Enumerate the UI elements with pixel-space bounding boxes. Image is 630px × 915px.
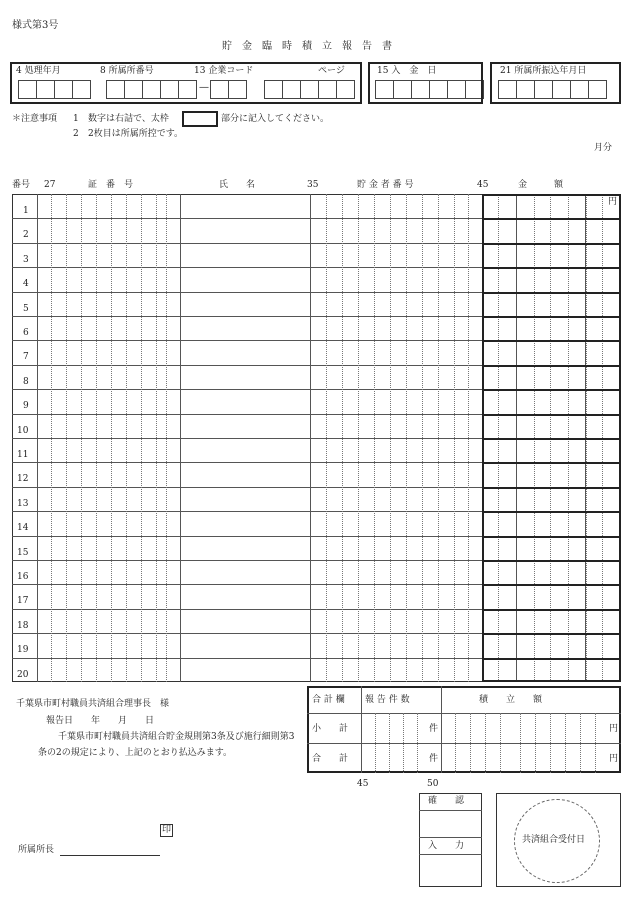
column-divider <box>310 194 311 682</box>
total-yen: 円 <box>609 754 619 764</box>
processing-ym-label: 4 処理年月 <box>16 66 61 76</box>
summary-col-50: 50 <box>427 779 439 789</box>
processing-ym-cell[interactable] <box>54 80 73 99</box>
row-number: 14 <box>17 523 29 534</box>
row-number: 3 <box>23 254 29 265</box>
count-digit-guide <box>403 713 404 773</box>
total-column-label: 合 計 欄 <box>312 695 345 705</box>
office-no-cell[interactable] <box>106 80 125 99</box>
amount-row-divider <box>482 267 621 269</box>
row-number: 4 <box>23 279 29 290</box>
amount-yen-unit: 円 <box>608 197 618 207</box>
amount-digit-guide <box>470 713 471 773</box>
amount-row-divider <box>482 658 621 660</box>
row-number: 18 <box>17 620 29 631</box>
office-head-label: 所属所長 <box>18 845 55 855</box>
company-code-cell[interactable] <box>336 80 355 99</box>
report-date: 報告日 年 月 日 <box>46 716 155 726</box>
amount-row-divider <box>482 609 621 611</box>
cert-digit-guide <box>66 194 67 682</box>
saver-digit-guide <box>468 194 469 682</box>
amount-digit-guide <box>595 713 596 773</box>
amount-digit-guide <box>455 713 456 773</box>
subtotal-ken: 件 <box>429 724 439 734</box>
accum-amount-label: 積 立 額 <box>479 695 543 705</box>
column-divider <box>37 194 38 682</box>
row-number: 16 <box>17 572 29 582</box>
office-no-suffix-cell[interactable] <box>210 80 229 99</box>
summary-col-45: 45 <box>357 779 369 789</box>
amount-row-divider <box>482 633 621 635</box>
transfer-date-label: 21 所属所振込年月日 <box>500 66 587 76</box>
thick-frame-sample <box>182 111 218 127</box>
check-label: 確 認 <box>428 796 465 806</box>
form-number: 様式第3号 <box>12 20 59 31</box>
saver-digit-guide <box>374 194 375 682</box>
notes-label: ＊注意事項 <box>12 114 58 124</box>
amount-row-divider <box>482 389 621 391</box>
col-header-35: 35 <box>307 180 319 190</box>
office-head-signature-line[interactable] <box>60 855 160 856</box>
addressee: 千葉県市町村職員共済組合理事長 様 <box>16 699 170 709</box>
cert-digit-guide <box>156 194 157 682</box>
office-no-cell[interactable] <box>124 80 143 99</box>
col-header-cert: 証 番 号 <box>88 180 134 190</box>
amount-row-divider <box>482 218 621 220</box>
saver-digit-guide <box>358 194 359 682</box>
amount-row-divider <box>482 365 621 367</box>
count-digit-guide <box>417 713 418 773</box>
subtotal-yen: 円 <box>609 724 619 734</box>
total-ken: 件 <box>429 754 439 764</box>
total-label: 合 計 <box>312 754 349 764</box>
amount-digit-guide <box>565 713 566 773</box>
note-1-text-a: 数字は右詰で、太枠 <box>88 114 169 124</box>
processing-ym-cell[interactable] <box>36 80 55 99</box>
row-number: 5 <box>23 303 29 314</box>
amount-digit-guide <box>580 713 581 773</box>
count-digit-guide <box>375 713 376 773</box>
col-header-name: 氏 名 <box>219 180 256 190</box>
amount-row-divider <box>482 584 621 586</box>
saver-digit-guide <box>342 194 343 682</box>
column-divider <box>180 194 181 682</box>
input-label: 入 力 <box>428 841 465 851</box>
row-number: 6 <box>23 328 29 338</box>
cert-digit-guide <box>126 194 127 682</box>
row-number: 17 <box>17 596 29 607</box>
saver-digit-guide <box>390 194 391 682</box>
company-code-label: 13 企業コード <box>194 66 254 76</box>
union-received-label: 共済組合受付日 <box>522 835 586 845</box>
processing-ym-cell[interactable] <box>72 80 91 99</box>
office-no-hyphen: — <box>199 82 209 93</box>
amount-row-divider <box>482 243 621 245</box>
note-2-text: 2枚目は所属所控です。 <box>88 129 184 139</box>
row-number: 19 <box>17 645 29 656</box>
saver-digit-guide <box>406 194 407 682</box>
body-text-2: 条の2の規定により、上記のとおり払込みます。 <box>38 748 233 758</box>
cert-digit-guide <box>51 194 52 682</box>
processing-ym-cell[interactable] <box>18 80 37 99</box>
amount-row-divider <box>482 340 621 342</box>
body-text-1: 千葉県市町村職員共済組合貯金規則第3条及び施行細則第3 <box>58 732 295 742</box>
col-header-saver: 貯 金 者 番 号 <box>357 180 414 190</box>
confirm-box <box>419 793 482 887</box>
row-number: 15 <box>17 547 29 558</box>
col-header-amount: 金 額 <box>518 180 564 190</box>
amount-row-divider <box>482 438 621 440</box>
cert-digit-guide <box>141 194 142 682</box>
row-number: 1 <box>23 206 29 216</box>
row-number: 12 <box>17 474 29 485</box>
col-header-27: 27 <box>44 180 56 190</box>
form-title: 貯 金 臨 時 積 立 報 告 書 <box>222 41 392 52</box>
row-number: 11 <box>17 450 29 460</box>
saver-digit-guide <box>438 194 439 682</box>
company-code-cell[interactable] <box>318 80 337 99</box>
row-number: 20 <box>17 669 29 680</box>
amount-row-divider <box>482 414 621 416</box>
company-code-cell[interactable] <box>300 80 319 99</box>
row-number: 2 <box>23 230 29 241</box>
amount-digit-guide <box>500 713 501 773</box>
cert-digit-guide <box>166 194 167 682</box>
saver-digit-guide <box>422 194 423 682</box>
seal-mark: 印 <box>162 825 172 835</box>
office-no-suffix-cell[interactable] <box>228 80 247 99</box>
amount-row-divider <box>482 511 621 513</box>
col-header-number: 番号 <box>12 180 31 190</box>
amount-digit-guide <box>550 713 551 773</box>
row-number: 8 <box>23 376 29 387</box>
row-number: 10 <box>17 425 29 436</box>
note-1-text-b: 部分に記入してください。 <box>221 114 330 124</box>
cert-digit-guide <box>96 194 97 682</box>
count-digit-guide <box>389 713 390 773</box>
cert-digit-guide <box>81 194 82 682</box>
saver-digit-guide <box>326 194 327 682</box>
amount-row-divider <box>482 536 621 538</box>
amount-row-divider <box>482 560 621 562</box>
office-no-label: 8 所属所番号 <box>100 66 154 76</box>
office-no-cell[interactable] <box>142 80 161 99</box>
office-no-cell[interactable] <box>160 80 179 99</box>
cert-digit-guide <box>111 194 112 682</box>
amount-row-divider <box>482 487 621 489</box>
amount-digit-guide <box>535 713 536 773</box>
amount-digit-guide <box>485 713 486 773</box>
row-number: 7 <box>23 352 29 363</box>
summary-table <box>307 686 621 773</box>
office-no-cell[interactable] <box>178 80 197 99</box>
amount-row-divider <box>482 462 621 464</box>
amount-row-divider <box>482 316 621 318</box>
row-number: 9 <box>23 401 29 412</box>
company-code-cell[interactable] <box>264 80 283 99</box>
page-label: ページ <box>318 66 345 76</box>
company-code-cell[interactable] <box>282 80 301 99</box>
month-label: 月分 <box>594 143 613 153</box>
note-1-number: 1 <box>73 114 79 124</box>
amount-row-divider <box>482 292 621 294</box>
saver-digit-guide <box>454 194 455 682</box>
report-count-label: 報 告 件 数 <box>365 695 410 705</box>
subtotal-label: 小 計 <box>312 724 349 734</box>
amount-digit-guide <box>520 713 521 773</box>
col-header-45: 45 <box>477 180 489 190</box>
seal-icon <box>160 824 173 837</box>
deposit-day-label: 15 入 金 日 <box>377 66 437 76</box>
note-2-number: 2 <box>73 129 79 139</box>
row-number: 13 <box>17 498 29 509</box>
